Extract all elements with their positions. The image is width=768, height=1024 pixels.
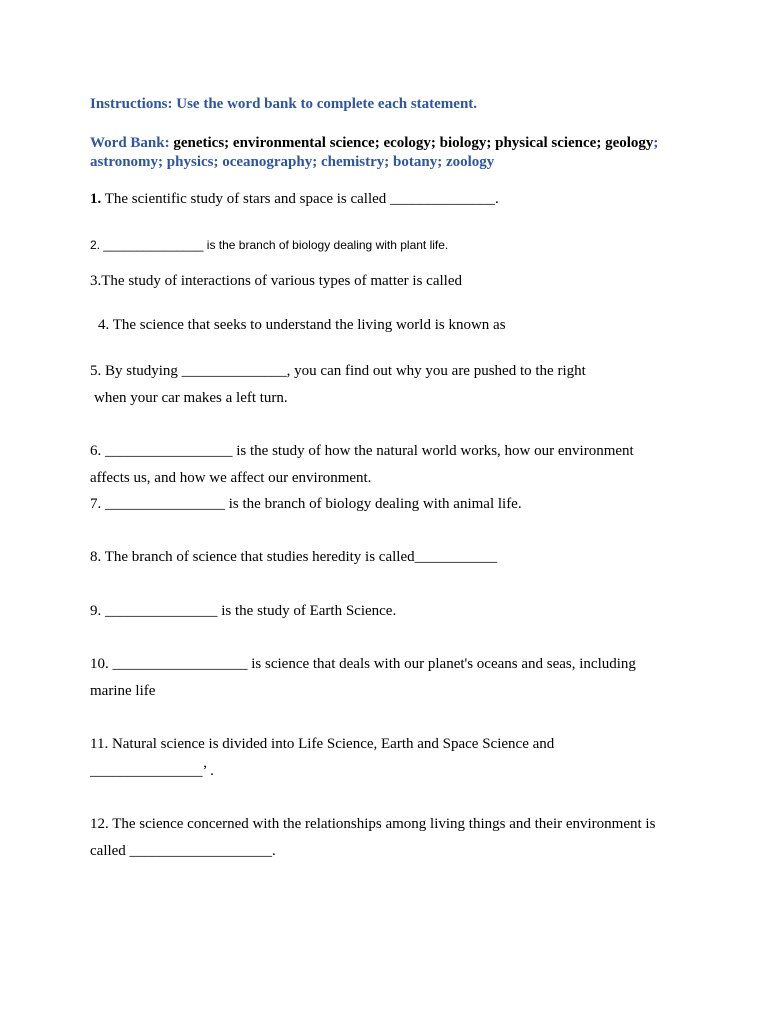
word-bank-terms-2: astronomy; physics; oceanography; chemistry; botany; zoology: [90, 154, 495, 170]
question-12-text-2: called ___________________.: [90, 843, 276, 859]
question-10-text-2: marine life: [90, 683, 156, 699]
question-5-line-1: [90, 362, 586, 380]
question-5-text-2: when your car makes a left turn.: [94, 390, 288, 406]
question-5-text-1: 5. By studying ______________, you can find out why you are pushed to the right: [90, 363, 586, 379]
question-4-text: 4. The science that seeks to understand the living world is known as: [98, 317, 506, 333]
question-3: [90, 272, 462, 290]
question-8: [90, 548, 497, 566]
question-9-text: 9. _______________ is the study of Earth Science.: [90, 603, 397, 619]
word-bank-line-1: [90, 134, 658, 152]
question-10-text-1: 10. __________________ is science that deals with our planet's oceans and seas, including: [90, 656, 636, 672]
question-10-line-2: [90, 682, 155, 700]
question-12-text-1: 12. The science concerned with the relationships among living things and their environment is: [90, 816, 656, 832]
question-11-line-1: [90, 735, 554, 753]
question-6-line-2: [90, 469, 371, 487]
question-3-text: 3.The study of interactions of various types of matter is called: [90, 273, 462, 289]
word-bank-label: Word Bank:: [90, 135, 170, 151]
question-6-text-2: affects us, and how we affect our environment.: [90, 470, 372, 486]
instructions-text: Use the word bank to complete each statement.: [172, 96, 478, 112]
question-6-text-1: 6. _________________ is the study of how the natural world works, how our environment: [90, 443, 634, 459]
instructions-line: [90, 95, 477, 113]
question-11-text-1: 11. Natural science is divided into Life Science, Earth and Space Science and: [90, 736, 555, 752]
question-9: [90, 602, 396, 620]
question-5-line-2: [94, 389, 288, 407]
question-1: [90, 190, 499, 208]
question-10-line-1: [90, 655, 636, 673]
word-bank-separator: ;: [653, 135, 659, 151]
question-7-text: 7. ________________ is the branch of biology dealing with animal life.: [90, 496, 522, 512]
question-4: [98, 316, 506, 334]
question-1-text: The scientific study of stars and space is called ______________.: [101, 191, 499, 207]
question-12-line-2: [90, 842, 276, 860]
question-2: [90, 236, 448, 254]
question-11-text-2: _______________’ .: [90, 763, 214, 779]
instructions-label: Instructions:: [90, 96, 173, 112]
question-2-text: 2. _______________ is the branch of biology dealing with plant life.: [90, 238, 449, 252]
question-6-line-1: [90, 442, 634, 460]
question-8-text: 8. The branch of science that studies heredity is called___________: [90, 549, 498, 565]
word-bank-line-2: [90, 153, 494, 171]
question-11-line-2: [90, 762, 214, 780]
question-7: [90, 495, 522, 513]
question-12-line-1: [90, 815, 655, 833]
question-1-number: 1.: [90, 191, 102, 207]
word-bank-terms-1: genetics; environmental science; ecology; biology; physical science; geology: [169, 135, 654, 151]
